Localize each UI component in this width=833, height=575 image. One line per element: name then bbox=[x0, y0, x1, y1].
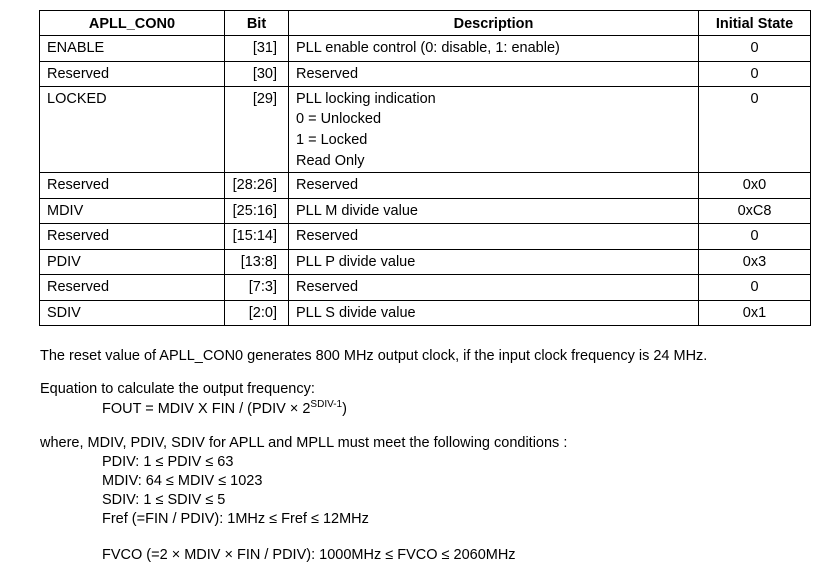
table-row bbox=[40, 173, 811, 199]
description-line: Reserved bbox=[296, 228, 359, 244]
field-bit: [7:3] bbox=[225, 275, 289, 301]
field-description bbox=[289, 87, 699, 173]
field-initial-state: 0x3 bbox=[699, 249, 811, 275]
field-bit: [25:16] bbox=[225, 198, 289, 224]
table-row bbox=[40, 198, 811, 224]
table-row bbox=[40, 61, 811, 87]
field-name: LOCKED bbox=[40, 87, 225, 173]
field-bit: [13:8] bbox=[225, 249, 289, 275]
field-name: PDIV bbox=[40, 249, 225, 275]
table-row bbox=[40, 36, 811, 62]
equation-close: ) bbox=[342, 401, 347, 417]
condition-pdiv: PDIV: 1 ≤ PDIV ≤ 63 bbox=[102, 454, 234, 470]
header-initial-state: Initial State bbox=[699, 11, 811, 36]
header-name: APLL_CON0 bbox=[40, 11, 225, 36]
equation-intro: Equation to calculate the output frequency: bbox=[40, 381, 315, 397]
field-description bbox=[289, 300, 699, 326]
reset-value-note: The reset value of APLL_CON0 generates 800 MHz output clock, if the input clock frequency is 24 MHz. bbox=[40, 348, 708, 364]
header-bit: Bit bbox=[225, 11, 289, 36]
description-line: PLL P divide value bbox=[296, 253, 416, 270]
field-name: SDIV bbox=[40, 300, 225, 326]
condition-sdiv: SDIV: 1 ≤ SDIV ≤ 5 bbox=[102, 492, 226, 508]
description-line: 0 = Unlocked bbox=[296, 111, 382, 127]
description-line: PLL S divide value bbox=[296, 304, 416, 321]
field-initial-state: 0 bbox=[699, 87, 811, 173]
description-line: Read Only bbox=[296, 153, 365, 169]
field-initial-state: 0 bbox=[699, 61, 811, 87]
field-bit: [30] bbox=[225, 61, 289, 87]
fvco-condition: FVCO (=2 × MDIV × FIN / PDIV): 1000MHz ≤ FVCO ≤ 2060MHz bbox=[102, 547, 516, 563]
table-header-row bbox=[40, 11, 811, 36]
field-description bbox=[289, 173, 699, 199]
field-name: Reserved bbox=[40, 224, 225, 250]
field-description bbox=[289, 36, 699, 62]
field-name: Reserved bbox=[40, 173, 225, 199]
field-description bbox=[289, 224, 699, 250]
register-table bbox=[39, 10, 811, 326]
header-description: Description bbox=[289, 11, 699, 36]
table-row bbox=[40, 249, 811, 275]
field-initial-state: 0 bbox=[699, 275, 811, 301]
field-name: MDIV bbox=[40, 198, 225, 224]
field-bit: [31] bbox=[225, 36, 289, 62]
field-name: Reserved bbox=[40, 275, 225, 301]
field-initial-state: 0xC8 bbox=[699, 198, 811, 224]
field-initial-state: 0 bbox=[699, 224, 811, 250]
field-description bbox=[289, 249, 699, 275]
description-line: PLL locking indication bbox=[296, 91, 436, 107]
equation-base: FOUT = MDIV X FIN / (PDIV × 2 bbox=[102, 401, 311, 417]
field-bit: [15:14] bbox=[225, 224, 289, 250]
field-initial-state: 0 bbox=[699, 36, 811, 62]
equation-exponent: SDIV-1 bbox=[310, 399, 343, 410]
condition-mdiv: MDIV: 64 ≤ MDIV ≤ 1023 bbox=[102, 473, 263, 489]
description-line: Reserved bbox=[296, 65, 359, 82]
field-bit: [2:0] bbox=[225, 300, 289, 326]
field-initial-state: 0x0 bbox=[699, 173, 811, 199]
table-body bbox=[40, 36, 811, 326]
condition-fref: Fref (=FIN / PDIV): 1MHz ≤ Fref ≤ 12MHz bbox=[102, 511, 369, 527]
field-bit: [28:26] bbox=[225, 173, 289, 199]
description-line: 1 = Locked bbox=[296, 132, 368, 148]
field-description bbox=[289, 61, 699, 87]
table-row bbox=[40, 224, 811, 250]
table-row bbox=[40, 300, 811, 326]
field-name: ENABLE bbox=[40, 36, 225, 62]
description-line: Reserved bbox=[296, 177, 359, 193]
field-description bbox=[289, 198, 699, 224]
table-row bbox=[40, 87, 811, 173]
description-line: PLL enable control (0: disable, 1: enable) bbox=[296, 40, 560, 56]
field-description bbox=[289, 275, 699, 301]
description-line: Reserved bbox=[296, 279, 359, 295]
description-line: PLL M divide value bbox=[296, 202, 418, 219]
field-bit: [29] bbox=[225, 87, 289, 173]
field-name: Reserved bbox=[40, 61, 225, 87]
field-initial-state: 0x1 bbox=[699, 300, 811, 326]
equation bbox=[102, 400, 347, 418]
table-row bbox=[40, 275, 811, 301]
conditions-intro: where, MDIV, PDIV, SDIV for APLL and MPLL must meet the following conditions : bbox=[40, 435, 568, 451]
